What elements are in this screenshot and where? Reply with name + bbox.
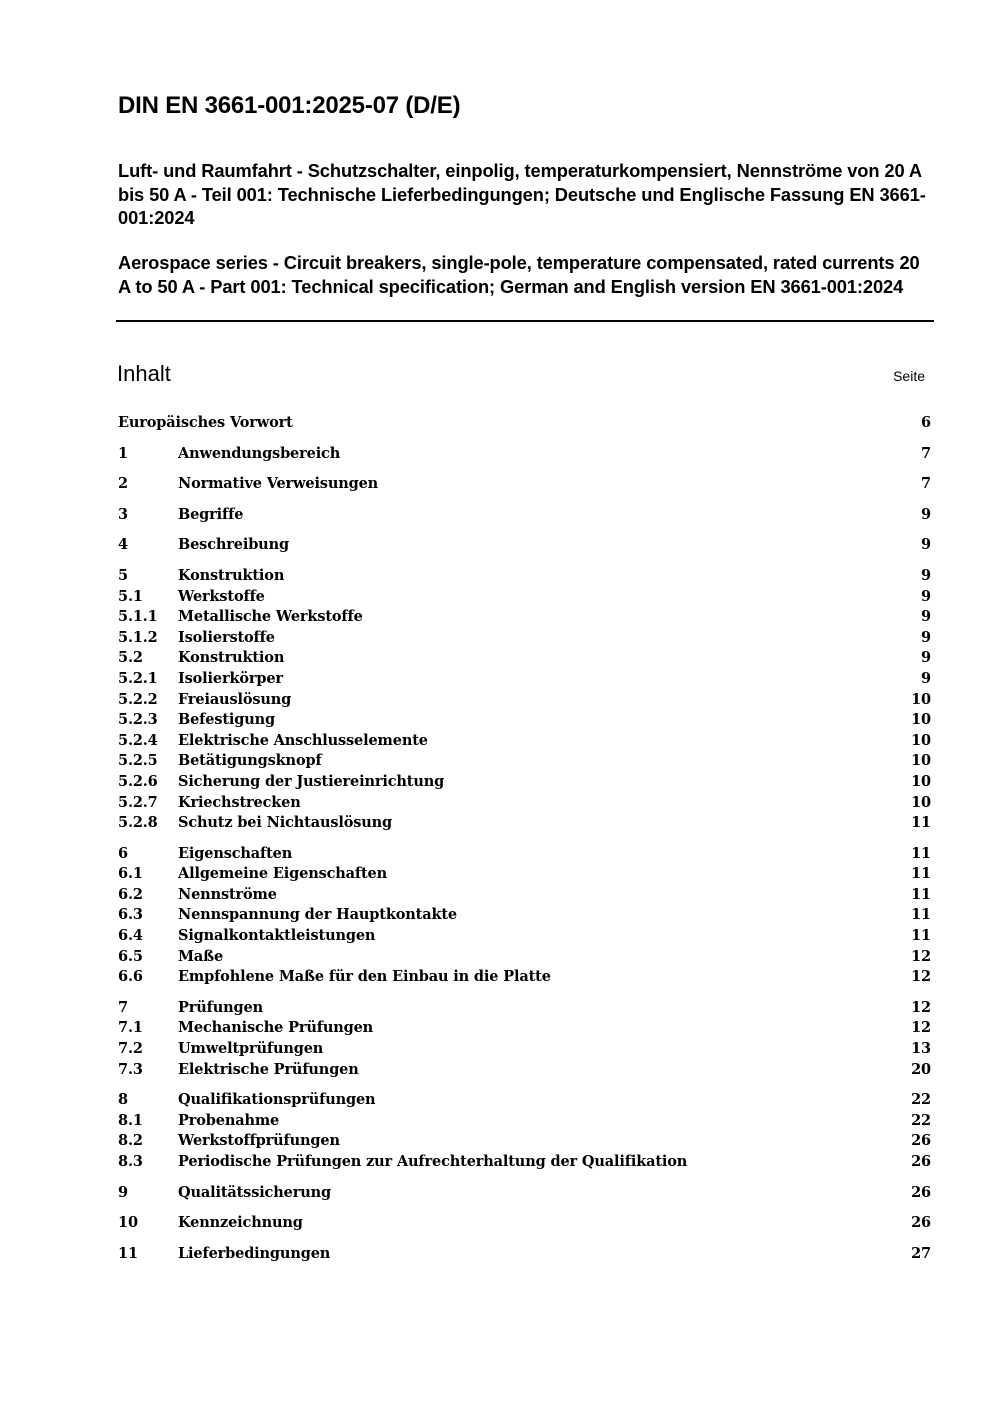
toc-entry[interactable]	[118, 566, 931, 587]
toc-entry[interactable]	[118, 1131, 931, 1152]
toc-entry[interactable]	[118, 1244, 931, 1265]
toc-entry-title: Qualifikationsprüfungen	[178, 1091, 376, 1109]
toc-group	[118, 844, 931, 988]
toc-entry-page-number: 9	[921, 566, 931, 584]
toc-entry-page-number: 10	[911, 793, 931, 811]
toc-group	[118, 444, 931, 465]
toc-entry-number: 6.5	[118, 947, 143, 965]
toc-entry-number: 9	[118, 1183, 128, 1201]
table-of-contents	[118, 413, 931, 1274]
toc-entry[interactable]	[118, 1183, 931, 1204]
toc-entry-number: 5.2.7	[118, 793, 158, 811]
header-divider	[116, 320, 934, 322]
toc-entry-title: Freiauslösung	[178, 690, 292, 708]
toc-entry-page-number: 9	[921, 505, 931, 523]
toc-entry[interactable]	[118, 444, 931, 465]
toc-entry-title: Elektrische Anschlusselemente	[178, 731, 428, 749]
toc-entry[interactable]	[118, 844, 931, 865]
toc-entry-page-number: 22	[911, 1111, 931, 1129]
toc-entry-number: 8.3	[118, 1153, 143, 1170]
toc-entry-title: Konstruktion	[178, 649, 285, 667]
toc-entry-title: Europäisches Vorwort	[118, 414, 293, 431]
toc-entry-number: 6.2	[118, 885, 143, 903]
toc-entry-title: Elektrische Prüfungen	[178, 1060, 359, 1078]
toc-entry-page-number: 26	[911, 1183, 931, 1201]
toc-entry[interactable]	[118, 587, 931, 608]
toc-entry-page-number: 9	[921, 587, 931, 605]
toc-group	[118, 1213, 931, 1234]
toc-entry-number: 5.2.3	[118, 711, 158, 729]
toc-group	[118, 535, 931, 556]
toc-entry-page-number: 9	[921, 628, 931, 646]
toc-entry[interactable]	[118, 1018, 931, 1039]
toc-entry[interactable]	[118, 1090, 931, 1111]
toc-entry-page-number: 9	[921, 536, 931, 554]
toc-entry-title: Metallische Werkstoffe	[178, 608, 363, 626]
toc-entry[interactable]	[118, 413, 931, 434]
toc-entry-title: Isolierstoffe	[178, 628, 275, 646]
toc-entry-title: Normative Verweisungen	[178, 475, 379, 493]
toc-entry-page-number: 6	[921, 414, 931, 431]
toc-entry-page-number: 10	[911, 731, 931, 749]
toc-entry[interactable]	[118, 905, 931, 926]
toc-entry[interactable]	[118, 648, 931, 669]
toc-entry[interactable]	[118, 1213, 931, 1234]
toc-entry-title: Allgemeine Eigenschaften	[178, 865, 388, 883]
toc-entry-number: 7.1	[118, 1019, 143, 1037]
toc-group	[118, 1244, 931, 1265]
toc-entry-number: 6.6	[118, 968, 143, 986]
toc-entry-number: 5.2.4	[118, 731, 158, 749]
toc-entry[interactable]	[118, 793, 931, 814]
toc-entry-page-number: 22	[911, 1091, 931, 1109]
toc-entry-title: Konstruktion	[178, 566, 285, 584]
toc-entry-number: 11	[118, 1244, 138, 1262]
toc-entry[interactable]	[118, 505, 931, 526]
toc-heading: Inhalt	[117, 361, 171, 386]
toc-entry-title: Maße	[178, 947, 224, 965]
toc-entry-page-number: 11	[911, 865, 931, 883]
toc-entry-title: Nennspannung der Hauptkontakte	[178, 906, 457, 924]
toc-entry[interactable]	[118, 607, 931, 628]
toc-entry-title: Sicherung der Justiereinrichtung	[178, 772, 445, 790]
toc-entry-page-number: 11	[911, 844, 931, 862]
toc-entry-number: 7.2	[118, 1040, 143, 1058]
toc-entry[interactable]	[118, 1060, 931, 1081]
toc-entry-number: 5.2.6	[118, 772, 158, 790]
toc-entry-number: 5.1.2	[118, 628, 158, 646]
toc-entry-page-number: 26	[911, 1153, 931, 1170]
toc-entry-title: Umweltprüfungen	[178, 1040, 324, 1058]
toc-entry-page-number: 9	[921, 649, 931, 667]
toc-entry-title: Empfohlene Maße für den Einbau in die Platte	[178, 968, 551, 986]
subtitle-german: Luft- und Raumfahrt - Schutzschalter, einpolig, temperaturkompensiert, Nennströme von 20 A bis 50 A - Teil 001: Technische Lieferbedingungen; Deutsche und Englische Fassung EN 3661-001:2024	[118, 160, 926, 228]
toc-entry-title: Befestigung	[178, 711, 276, 729]
toc-entry-title: Werkstoffe	[178, 587, 265, 605]
toc-entry-page-number: 10	[911, 752, 931, 770]
toc-entry-number: 8	[118, 1091, 128, 1109]
toc-entry[interactable]	[118, 535, 931, 556]
toc-entry-page-number: 10	[911, 690, 931, 708]
toc-entry-title: Werkstoffprüfungen	[178, 1132, 340, 1150]
toc-entry-page-number: 12	[911, 1019, 931, 1037]
toc-entry-title: Begriffe	[178, 505, 244, 523]
toc-entry-number: 6.4	[118, 927, 143, 945]
toc-entry-title: Periodische Prüfungen zur Aufrechterhaltung der Qualifikation	[178, 1153, 688, 1170]
toc-entry-page-number: 26	[911, 1132, 931, 1150]
toc-page-column-label: Seite	[893, 368, 925, 384]
toc-group	[118, 998, 931, 1080]
toc-entry-number: 10	[118, 1214, 138, 1232]
toc-entry-page-number: 11	[911, 885, 931, 903]
toc-entry[interactable]	[118, 772, 931, 793]
toc-entry[interactable]	[118, 1152, 931, 1173]
toc-entry-number: 5.2	[118, 649, 143, 667]
toc-entry-number: 1	[118, 444, 128, 462]
toc-entry-page-number: 9	[921, 669, 931, 687]
toc-entry-number: 6	[118, 844, 128, 862]
toc-entry-number: 3	[118, 505, 128, 523]
toc-entry-title: Nennströme	[178, 885, 277, 903]
toc-entry-number: 7.3	[118, 1060, 143, 1078]
toc-entry-page-number: 11	[911, 927, 931, 945]
toc-group	[118, 505, 931, 526]
toc-entry-page-number: 10	[911, 772, 931, 790]
toc-entry-title: Schutz bei Nichtauslösung	[178, 814, 393, 832]
toc-entry-page-number: 11	[911, 906, 931, 924]
document-title: DIN EN 3661-001:2025-07 (D/E)	[118, 92, 461, 119]
toc-entry-page-number: 11	[911, 814, 931, 832]
toc-entry[interactable]	[118, 967, 931, 988]
toc-entry-number: 8.2	[118, 1132, 143, 1150]
toc-entry-title: Eigenschaften	[178, 844, 293, 862]
toc-entry-title: Kennzeichnung	[178, 1214, 303, 1232]
toc-entry-number: 5.2.2	[118, 690, 158, 708]
toc-entry-number: 6.3	[118, 906, 143, 924]
toc-group	[118, 1183, 931, 1204]
toc-entry-number: 6.1	[118, 865, 143, 883]
toc-entry[interactable]	[118, 947, 931, 968]
subtitle-english: Aerospace series - Circuit breakers, single-pole, temperature compensated, rated currents 20 A to 50 A - Part 001: Technical specification; German and English version EN 3661-001:2024	[118, 252, 920, 297]
toc-entry[interactable]	[118, 474, 931, 495]
toc-group	[118, 413, 931, 434]
toc-entry-number: 5.2.1	[118, 669, 158, 687]
toc-entry-title: Lieferbedingungen	[178, 1244, 331, 1262]
toc-entry-page-number: 12	[911, 968, 931, 986]
toc-entry-title: Signalkontaktleistungen	[178, 927, 376, 945]
toc-entry-page-number: 9	[921, 608, 931, 626]
toc-entry-number: 7	[118, 998, 128, 1016]
toc-entry-number: 5	[118, 566, 128, 584]
toc-group	[118, 566, 931, 834]
toc-entry-page-number: 27	[911, 1244, 931, 1262]
toc-entry[interactable]	[118, 1111, 931, 1132]
toc-entry-page-number: 13	[911, 1040, 931, 1058]
toc-entry-title: Mechanische Prüfungen	[178, 1019, 374, 1037]
toc-entry-title: Probenahme	[178, 1111, 280, 1129]
toc-entry-title: Beschreibung	[178, 536, 289, 554]
toc-entry-number: 4	[118, 536, 128, 554]
toc-entry[interactable]	[118, 926, 931, 947]
toc-entry-title: Betätigungsknopf	[178, 752, 322, 770]
toc-entry-number: 8.1	[118, 1111, 143, 1129]
toc-entry[interactable]	[118, 998, 931, 1019]
toc-entry-page-number: 10	[911, 711, 931, 729]
toc-entry-page-number: 7	[921, 444, 931, 462]
toc-group	[118, 1090, 931, 1172]
toc-entry[interactable]	[118, 864, 931, 885]
toc-entry[interactable]	[118, 885, 931, 906]
toc-entry-page-number: 12	[911, 998, 931, 1016]
toc-entry-title: Kriechstrecken	[178, 793, 301, 811]
toc-entry-page-number: 20	[911, 1060, 931, 1078]
toc-entry-number: 2	[118, 475, 128, 493]
toc-entry-page-number: 7	[921, 475, 931, 493]
toc-entry-page-number: 12	[911, 947, 931, 965]
toc-entry[interactable]	[118, 669, 931, 690]
toc-group	[118, 474, 931, 495]
toc-entry[interactable]	[118, 1039, 931, 1060]
toc-entry-title: Isolierkörper	[178, 669, 283, 687]
toc-entry-number: 5.1.1	[118, 608, 158, 626]
toc-entry[interactable]	[118, 628, 931, 649]
toc-entry[interactable]	[118, 731, 931, 752]
toc-entry-page-number: 26	[911, 1214, 931, 1232]
toc-entry[interactable]	[118, 710, 931, 731]
toc-entry-number: 5.2.8	[118, 814, 158, 832]
toc-entry-number: 5.1	[118, 587, 143, 605]
toc-entry-number: 5.2.5	[118, 752, 158, 770]
toc-entry-title: Prüfungen	[178, 998, 263, 1016]
toc-entry[interactable]	[118, 690, 931, 711]
toc-entry-title: Qualitätssicherung	[178, 1183, 331, 1201]
toc-entry[interactable]	[118, 813, 931, 834]
toc-entry-title: Anwendungsbereich	[178, 444, 341, 462]
toc-entry[interactable]	[118, 751, 931, 772]
